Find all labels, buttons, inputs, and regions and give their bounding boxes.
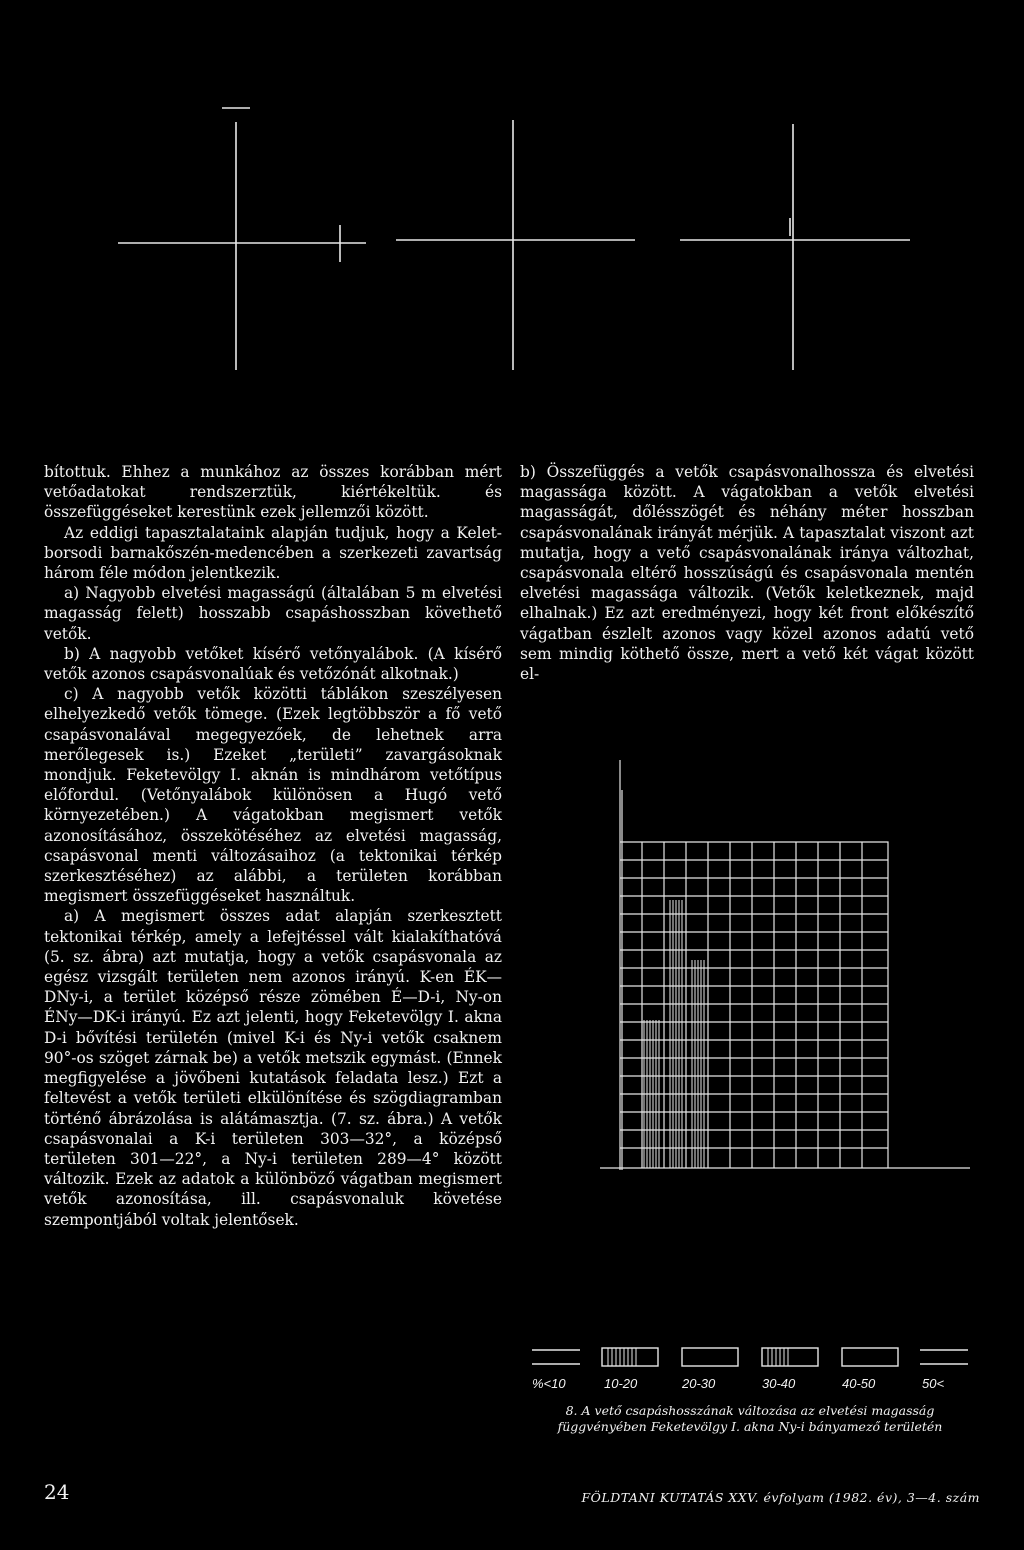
paragraph: c) A nagyobb vetők közötti táblákon szeszélyesen elhelyezkedő vetők tömege. (Ezek legtöbbször a fő vető csapásvonalával megegyezőek, de lehetnek arra merőlegesek is.) Ezeket „területi” zavargásoknak mondjuk. Feketevölgy I. aknán is mindhárom vetőtípus előfordul. (Vetőnyalábok különösen a Hugó vető környezetében.) A vágatokban megismert vetők azonosításához, összekötéséhez az elvetési magasság, csapásvonal menti változásaihoz (a tektonikai térkép szerkesztéséhez) az alábbi, a területen korábban megismert összefüggéseket használtuk. [44, 685, 502, 906]
paragraph: b) Összefüggés a vetők csapásvonalhossza és elvetési magassága között. A vágatokban a vetők elvetési magasságát, dőlésszögét és néhány méter hosszban csapásvonalának irányát mérjük. A tapasztalat viszont azt mutatja, hogy a vető csapásvonalának iránya változhat, csapásvonala eltérő hosszúságú és csapásvonala mentén elvetési magassága változik. (Vetők keletkeznek, majd elhalnak.) Ez azt eredményezi, hogy két front előkészítő vágatban észlelt azonos vagy közel azonos adatú vető sem mindig köthető össze, mert a vető két vágat között el- [520, 463, 974, 684]
page-number: 24 [44, 1480, 70, 1504]
left-text-column [44, 462, 502, 1230]
running-title: FÖLDTANI KUTATÁS XXV. évfolyam (1982. év), 3—4. szám [581, 1490, 980, 1505]
legend-label: 40-50 [842, 1376, 876, 1391]
top-cross-figure [0, 0, 1024, 460]
figure-caption: 8. A vető csapáshosszának változása az elvetési magasság függvényében Feketevölgy I. akna Ny-i bányamező területén [557, 1403, 943, 1434]
paragraph: a) Nagyobb elvetési magasságú (általában 5 m elvetési magasság felett) hosszabb csapáshosszban követhető vetők. [44, 584, 502, 643]
paragraph: Az eddigi tapasztalataink alapján tudjuk, hogy a Kelet-borsodi barnakőszén-medencében a szerkezeti zavartság három féle módon jelentkezik. [44, 523, 502, 583]
legend-label: %<10 [532, 1376, 566, 1391]
right-text-column [520, 462, 974, 684]
figure-8-diagram [600, 760, 980, 1180]
paragraph: b) A nagyobb vetőket kísérő vetőnyalábok. (A kísérő vetők azonos csapásvonalúak és vetőzónát alkotnak.) [44, 644, 502, 684]
paragraph: bítottuk. Ehhez a munkához az összes korábban mért vetőadatokat rendszerztük, kiértékeltük. és összefüggéseket kerestünk ezek jellemzői között. [44, 463, 502, 522]
legend-label: 30-40 [762, 1376, 796, 1391]
paragraph: a) A megismert összes adat alapján szerkesztett tektonikai térkép, amely a lefejtéssel vált kialakíthatóvá (5. sz. ábra) azt mutatja, hogy a vetők csapásvonala az egész vizsgált területen nem azonos irányú. K-en ÉK—DNy-i, a terület középső része zömében É—D-i, Ny-on ÉNy—DK-i irányú. Ez azt jelenti, hogy Feketevölgy I. akna D-i bővítési területén (mivel K-i és Ny-i vetők csaknem 90°-os szöget zárnak be) a vetők metszik egymást. (Ennek megfigyelése a jövőbeni kutatások feladata lesz.) Ezt a feltevést a vetők területi elkülönítése és szögdiagramban történő ábrázolása is alátámasztja. (7. sz. ábra.) A vetők csapásvonalai a K-i területen 303—32°, a középső területen 301—22°, a Ny-i területen 289—4° között változik. Ezek az adatok a különböző vágatban megismert vetők azonosítása, ill. csapásvonaluk követése szempontjából voltak jelentősek. [44, 907, 502, 1229]
legend-label: 50< [922, 1376, 945, 1391]
legend-label: 10-20 [604, 1376, 638, 1391]
legend-label: 20-30 [682, 1376, 716, 1391]
